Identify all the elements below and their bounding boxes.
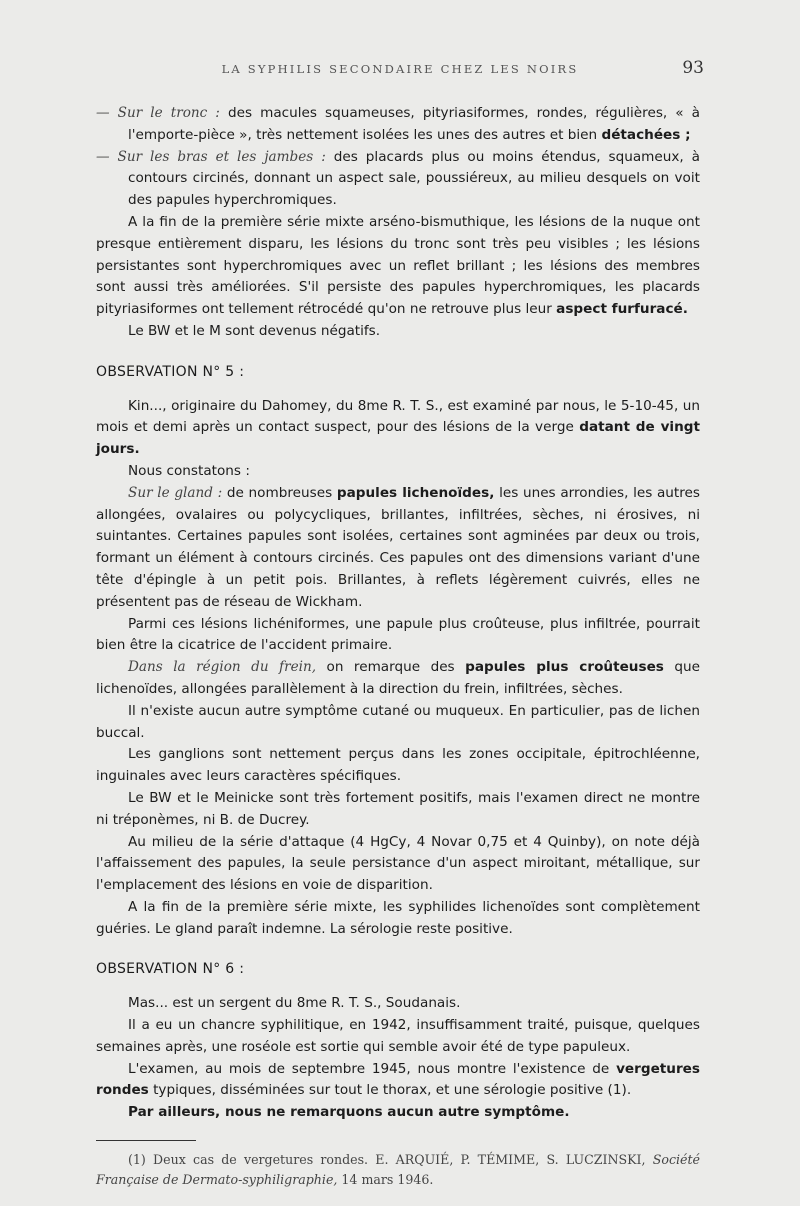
page-number: 93 [682, 58, 704, 78]
obs5-paragraph-3: Sur le gland : de nombreuses papules lichenoïdes, les unes arrondies, les autres allongées, ovalaires ou polycycliques, brillantes, infiltrées, sèches, ni érosives, ni suintantes. Certaines papules sont isolées, certaines sont agminées par deux ou trois, formant un élément à contours circinés. Ces papules ont des dimensions variant d'une tête d'épingle à un petit pois. Brillantes, à reflets légèrement cuivrés, elles ne présentent pas de réseau de Wickham. [96, 484, 700, 610]
tronc-text: des macules squameuses, pityriasiformes, rondes, régulières, « à l'emporte-pièce », très nettement isolées les unes des autres et bien [128, 105, 700, 143]
observation-6-heading: OBSERVATION N° 6 : [96, 961, 245, 978]
tronc-paragraph [96, 103, 700, 147]
obs6-paragraph-4: Par ailleurs, nous ne remarquons aucun autre symptôme. [128, 1104, 570, 1121]
obs6-paragraph-3: L'examen, au mois de septembre 1945, nous montre l'existence de vergetures rondes typiques, disséminées sur tout le thorax, et une sérologie positive (1). [96, 1060, 700, 1099]
intro-paragraph-1: A la fin de la première série mixte arséno-bismuthique, les lésions de la nuque ont presque entièrement disparu, les lésions du tronc sont très peu visibles ; les lésions persistantes sont hyperchromiques avec un reflet brillant ; les lésions des membres sont aussi très améliorées. S'il persiste des papules hyperchromiques, les placards pityriasiformes ont tellement rétrocédé qu'on ne retrouve plus leur aspect furfuracé. [96, 213, 700, 318]
obs5-paragraph-4: Parmi ces lésions lichéniformes, une papule plus croûteuse, plus infiltrée, pourrait bien être la cicatrice de l'accident primaire. [96, 615, 700, 654]
footnote-divider [96, 1140, 196, 1141]
bras-text: des placards plus ou moins étendus, squameux, à contours circinés, donnant un aspect sale, poussiéreux, au milieu desquels on voit des papules hyperchromiques. [128, 148, 701, 209]
tronc-bold: détachées ; [601, 126, 691, 143]
obs5-paragraph-9: Au milieu de la série d'attaque (4 HgCy, 4 Novar 0,75 et 4 Quinby), on note déjà l'affaissement des papules, la seule persistance d'un aspect miroitant, métallique, sur l'emplacement des lésions en voie de disparition. [96, 833, 700, 894]
obs6-paragraph-2: Il a eu un chancre syphilitique, en 1942, insuffisamment traité, puisque, quelques semaines après, une roséole est sortie qui semble avoir été de type papuleux. [96, 1017, 700, 1055]
obs5-paragraph-2: Nous constatons : [128, 462, 250, 479]
obs5-paragraph-7: Les ganglions sont nettement perçus dans les zones occipitale, épitrochléenne, inguinales avec leurs caractères spécifiques. [96, 746, 700, 785]
running-title: LA SYPHILIS SECONDAIRE CHEZ LES NOIRS [221, 62, 579, 76]
intro-paragraph-2: Le BW et le M sont devenus négatifs. [128, 322, 381, 339]
obs5-paragraph-1: Kin..., originaire du Dahomey, du 8me R. T. S., est examiné par nous, le 5-10-45, un mois et demi après un contact suspect, pour des lésions de la verge datant de vingt jours. [96, 397, 701, 458]
obs5-paragraph-5: Dans la région du frein, on remarque des papules plus croûteuses que lichenoïdes, allongées parallèlement à la direction du frein, infiltrées, sèches. [96, 659, 700, 697]
bras-paragraph [96, 147, 700, 212]
body-text [96, 103, 700, 1190]
tronc-lead: — Sur le tronc : [96, 105, 220, 121]
bras-lead: — Sur les bras et les jambes : [96, 148, 326, 165]
obs5-paragraph-8: Le BW et le Meinicke sont très fortement positifs, mais l'examen direct ne montre ni tréponèmes, ni B. de Ducrey. [96, 789, 700, 828]
intro-bold: aspect furfuracé. [556, 301, 688, 318]
obs6-paragraph-1: Mas... est un sergent du 8me R. T. S., Soudanais. [128, 995, 461, 1012]
obs5-paragraph-10: A la fin de la première série mixte, les syphilides lichenoïdes sont complètement guéries. Le gland paraît indemne. La sérologie reste positive. [96, 898, 700, 937]
observation-5-heading: OBSERVATION N° 5 : [96, 363, 245, 380]
footnote: (1) Deux cas de vergetures rondes. E. ARQUIÉ, P. TÉMIME, S. LUCZINSKI, Société Française de Dermato-syphiligraphie, 14 mars 1946. [96, 1152, 700, 1188]
obs5-paragraph-6: Il n'existe aucun autre symptôme cutané ou muqueux. En particulier, pas de lichen buccal. [96, 702, 700, 741]
